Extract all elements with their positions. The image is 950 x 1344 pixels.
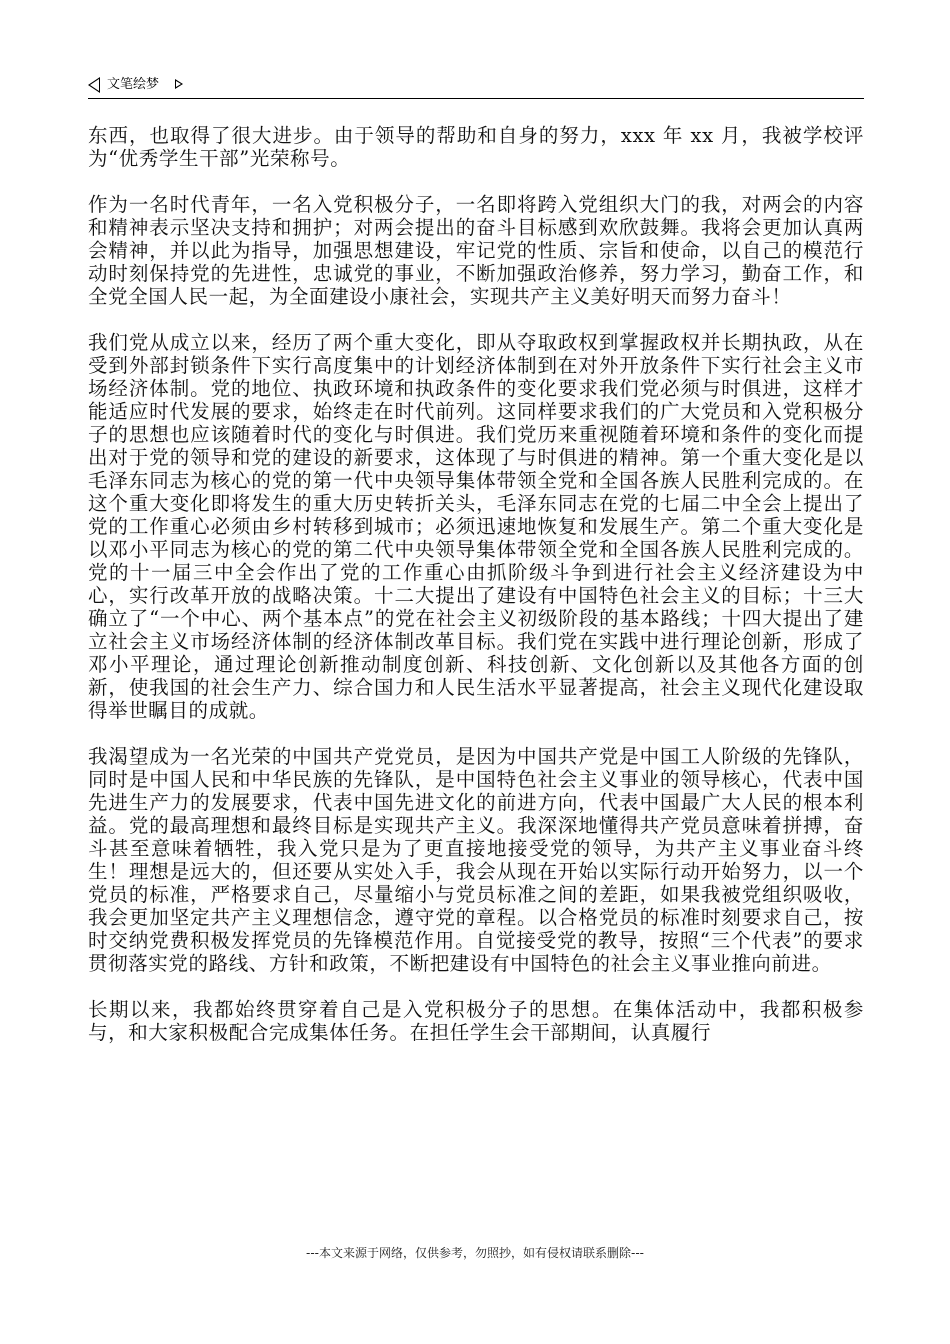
- triangle-right-icon: [175, 79, 183, 89]
- paragraph: 我们党从成立以来，经历了两个重大变化，即从夺取政权到掌握政权并长期执政，从在受到外部封锁条件下实行高度集中的计划经济体制到在对外开放条件下实行社会主义市场经济体制。党的地位、执政环境和执政条件的变化要求我们党必须与时俱进，这样才能适应时代发展的要求，始终走在时代前列。这同样要求我们的广大党员和入党积极分子的思想也应该随着时代的变化与时俱进。我们党历来重视随着环境和条件的变化而提出对于党的领导和党的建设的新要求，这体现了与时俱进的精神。第一个重大变化是以毛泽东同志为核心的党的第一代中央领导集体带领全党和全国各族人民胜利完成的。在这个重大变化即将发生的重大历史转折关头，毛泽东同志在党的七届二中全会上提出了党的工作重心必须由乡村转移到城市；必须迅速地恢复和发展生产。第二个重大变化是以邓小平同志为核心的党的第二代中央领导集体带领全党和全国各族人民胜利完成的。党的十一届三中全会作出了党的工作重心由抓阶级斗争到进行社会主义经济建设为中心，实行改革开放的战略决策。十二大提出了建设有中国特色社会主义的目标；十三大确立了“一个中心、两个基本点”的党在社会主义初级阶段的基本路线；十四大提出了建立社会主义市场经济体制的经济体制改革目标。我们党在实践中进行理论创新，形成了邓小平理论，通过理论创新推动制度创新、科技创新、文化创新以及其他各方面的创新，使我国的社会生产力、综合国力和人民生活水平显著提高，社会主义现代化建设取得举世瞩目的成就。: [88, 331, 864, 722]
- paragraph: 东西，也取得了很大进步。由于领导的帮助和自身的努力，xxx 年 xx 月，我被学校评为“优秀学生干部”光荣称号。: [88, 124, 864, 170]
- document-body: [88, 124, 864, 1067]
- page-header: [88, 74, 864, 99]
- footer-notice: ---本文来源于网络，仅供参考，勿照抄，如有侵权请联系删除---: [306, 1246, 644, 1260]
- triangle-left-icon: [88, 77, 100, 93]
- brand-label: 文笔绘梦: [107, 77, 160, 92]
- paragraph: 我渴望成为一名光荣的中国共产党党员，是因为中国共产党是中国工人阶级的先锋队，同时是中国人民和中华民族的先锋队，是中国特色社会主义事业的领导核心，代表中国先进生产力的发展要求，代表中国先进文化的前进方向，代表中国最广大人民的根本利益。党的最高理想和最终目标是实现共产主义。我深深地懂得共产党员意味着拼搏，奋斗甚至意味着牺牲，我入党只是为了更直接地接受党的领导，为共产主义事业奋斗终生！理想是远大的，但还要从实处入手，我会从现在开始以实际行动开始努力，以一个党员的标准，严格要求自己，尽量缩小与党员标准之间的差距，如果我被党组织吸收，我会更加坚定共产主义理想信念，遵守党的章程。以合格党员的标准时刻要求自己，按时交纳党费积极发挥党员的先锋模范作用。自觉接受党的教导，按照“三个代表”的要求贯彻落实党的路线、方针和政策，不断把建设有中国特色的社会主义事业推向前进。: [88, 745, 864, 975]
- paragraph: 作为一名时代青年，一名入党积极分子，一名即将跨入党组织大门的我，对两会的内容和精神表示坚决支持和拥护；对两会提出的奋斗目标感到欢欣鼓舞。我将会更加认真两会精神，并以此为指导，加强思想建设，牢记党的性质、宗旨和使命，以自己的模范行动时刻保持党的先进性，忠诚党的事业，不断加强政治修养，努力学习，勤奋工作，和全党全国人民一起，为全面建设小康社会，实现共产主义美好明天而努力奋斗！: [88, 193, 864, 308]
- paragraph: 长期以来，我都始终贯穿着自己是入党积极分子的思想。在集体活动中，我都积极参与，和大家积极配合完成集体任务。在担任学生会干部期间，认真履行: [88, 998, 864, 1044]
